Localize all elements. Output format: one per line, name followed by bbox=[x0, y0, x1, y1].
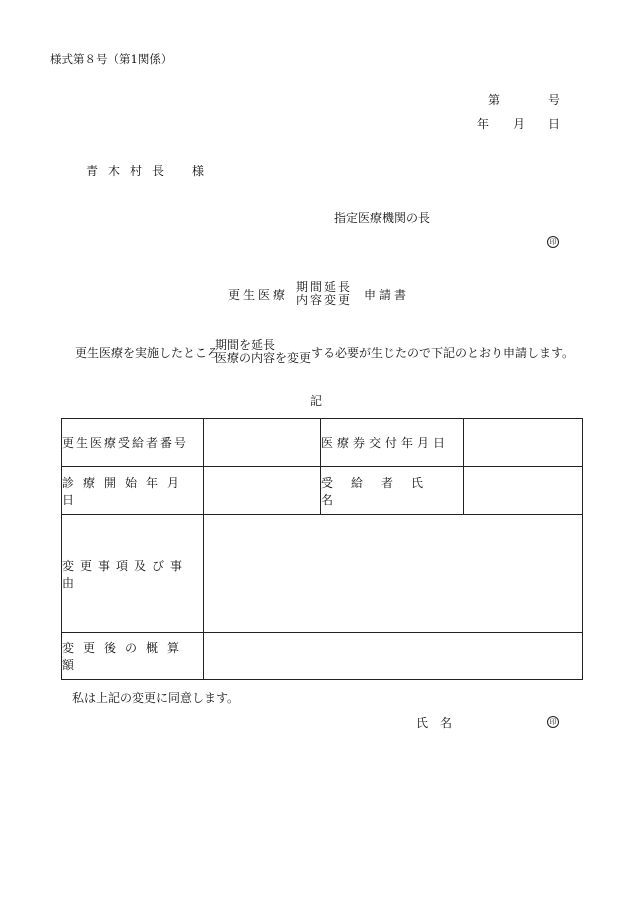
field-start-date[interactable] bbox=[204, 467, 321, 515]
label-change-reason: 変更事項及び事由 bbox=[62, 515, 204, 633]
field-change-reason[interactable] bbox=[204, 515, 583, 633]
title-suffix: 申請書 bbox=[364, 288, 410, 302]
addressee-honorific: 様 bbox=[192, 164, 205, 178]
doc-number-dai: 第 bbox=[488, 93, 501, 107]
label-recipient-name: 受給者氏名 bbox=[321, 467, 464, 515]
seal-mark-icon: 印 bbox=[547, 236, 559, 248]
body-tail: する必要が生じたので下記のとおり申請します。 bbox=[311, 346, 575, 360]
body-lead: 更生医療を実施したところ bbox=[75, 346, 220, 360]
addressee-char: 青 bbox=[86, 164, 99, 178]
body-choice bbox=[215, 339, 311, 364]
date-day: 日 bbox=[548, 117, 561, 131]
label-ticket-date: 医療券交付年月日 bbox=[321, 419, 464, 467]
date-month: 月 bbox=[513, 117, 526, 131]
consent-statement: 私は上記の変更に同意します。 bbox=[72, 691, 240, 705]
field-recipient-name[interactable] bbox=[464, 467, 583, 515]
addressee-char: 木 bbox=[108, 164, 121, 178]
field-estimated-amount[interactable] bbox=[204, 633, 583, 680]
signature-label: 氏 名 bbox=[416, 716, 453, 730]
doc-number-go: 号 bbox=[548, 93, 561, 107]
field-recipient-number[interactable] bbox=[204, 419, 321, 467]
form-number: 様式第８号（第1関係） bbox=[50, 52, 173, 66]
addressee bbox=[86, 164, 174, 178]
field-ticket-date[interactable] bbox=[464, 419, 583, 467]
signature-seal-icon: 印 bbox=[547, 716, 559, 728]
date-year: 年 bbox=[477, 117, 490, 131]
addressee-char: 長 bbox=[152, 164, 165, 178]
title-choice-extension: 期間延長 bbox=[296, 280, 353, 294]
label-recipient-number: 更生医療受給者番号 bbox=[62, 419, 204, 467]
title-prefix: 更生医療 bbox=[228, 288, 289, 302]
title-choice bbox=[296, 281, 352, 306]
addressee-char: 村 bbox=[130, 164, 143, 178]
title-choice-change: 内容変更 bbox=[296, 292, 353, 307]
body-choice-change: 医療の内容を変更 bbox=[215, 350, 312, 365]
sender-title: 指定医療機関の長 bbox=[334, 211, 431, 225]
application-table bbox=[61, 418, 583, 680]
label-start-date: 診療開始年月日 bbox=[62, 467, 204, 515]
body-choice-extension: 期間を延長 bbox=[215, 338, 276, 352]
label-estimated-amount: 変更後の概算額 bbox=[62, 633, 204, 680]
ki-heading: 記 bbox=[310, 394, 323, 408]
